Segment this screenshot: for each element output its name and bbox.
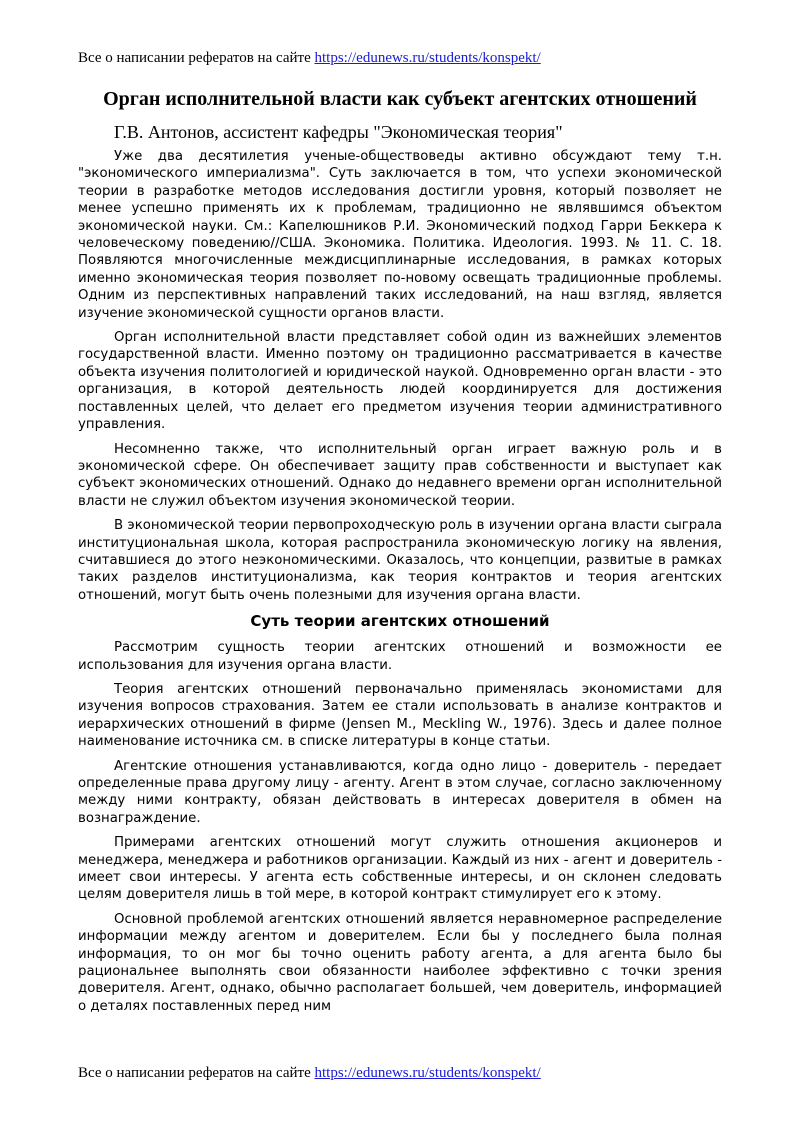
article-title: Орган исполнительной власти как субъект агентских отношений — [103, 88, 697, 110]
paragraph-section-5: Основной проблемой агентских отношений является неравномерное распределение информации между агентом и доверителем. Если бы у последнего была полная информация, то он мог бы точно оценить работу агента, а для агента было бы рациональнее выполнять свои обязанности наиболее эффективно с точки зрения доверителя. Агент, однако, обычно располагает большей, чем доверитель, информацией о деталях поставленных перед ним — [78, 911, 722, 1014]
page-footer — [78, 1064, 541, 1082]
footer-text: Все о написании рефератов на сайте — [78, 1065, 315, 1081]
paragraph-section-1: Рассмотрим сущность теории агентских отношений и возможности ее использования для изучения органа власти. — [78, 640, 722, 673]
paragraph-section-3: Агентские отношения устанавливаются, когда одно лицо - доверитель - передает определенные права другому лицу - агенту. Агент в этом случае, согласно заключенному между ними контракту, обязан действовать в интересах доверителя в обмен на вознаграждение. — [78, 758, 722, 826]
paragraph-section-2: Теория агентских отношений первоначально применялась экономистами для изучения вопросов страхования. Затем ее стали использовать в анализе контрактов и иерархических отношений в фирме (Jensen M., Meckling W., 1976). Здесь и далее полное наименование источника см. в списке литературы в конце статьи. — [78, 681, 722, 750]
paragraph-intro-2: Орган исполнительной власти представляет собой один из важнейших элементов государственной власти. Именно поэтому он традиционно рассматривается в качестве объекта изучения политологией и юридической наукой. Одновременно орган власти - это организация, в которой деятельность людей координируется для достижения поставленных целей, что делает его предметом изучения теории административного управления. — [78, 330, 722, 433]
page-header — [78, 49, 541, 67]
footer-link[interactable]: https://edunews.ru/students/konspekt/ — [314, 1065, 541, 1081]
paragraph-intro-1: Уже два десятилетия ученые-обществоведы активно обсуждают тему т.н. "экономического империализма". Суть заключается в том, что успехи экономической теории в разработке методов исследования достигли уровня, который позволяет не менее успешно применять их к проблемам, традиционно не являвшимся объектом экономической науки. См.: Капелюшников Р.И. Экономический подход Гарри Беккера к человеческому поведению//США. Экономика. Политика. Идеология. 1993. № 11. С. 18. Появляются многочисленные междисциплинарные исследования, в рамках которых именно экономическая теория позволяет по-новому освещать традиционные проблемы. Одним из перспективных направлений таких исследований, на наш взгляд, является изучение экономической сущности органов власти. — [78, 149, 722, 321]
article-body — [78, 148, 722, 1022]
paragraph-section-4: Примерами агентских отношений могут служить отношения акционеров и менеджера, менеджера и работников организации. Каждый из них - агент и доверитель - имеет свои интересы. У агента есть собственные интересы, и он склонен следовать целям доверителя лишь в той мере, в которой контракт стимулирует его к этому. — [78, 835, 722, 903]
author-line: Г.В. Антонов, ассистент кафедры "Экономическая теория" — [114, 122, 563, 142]
paragraph-intro-4: В экономической теории первопроходческую роль в изучении органа власти сыграла институциональная школа, которая распространила экономическую логику на явления, считавшиеся до этого неэкономическими. Оказалось, что концепции, развитые в рамках таких разделов институционализма, как теория контрактов и теория агентских отношений, могут быть очень полезными для изучения органа власти. — [78, 518, 722, 603]
header-link[interactable]: https://edunews.ru/students/konspekt/ — [314, 50, 541, 66]
section-heading: Суть теории агентских отношений — [250, 612, 550, 631]
paragraph-intro-3: Несомненно также, что исполнительный орган играет важную роль и в экономической сфере. Он обеспечивает защиту прав собственности и выступает как субъект экономических отношений. Однако до недавнего времени орган исполнительной власти не служил объектом изучения экономической теории. — [78, 441, 722, 509]
header-text: Все о написании рефератов на сайте — [78, 50, 315, 66]
